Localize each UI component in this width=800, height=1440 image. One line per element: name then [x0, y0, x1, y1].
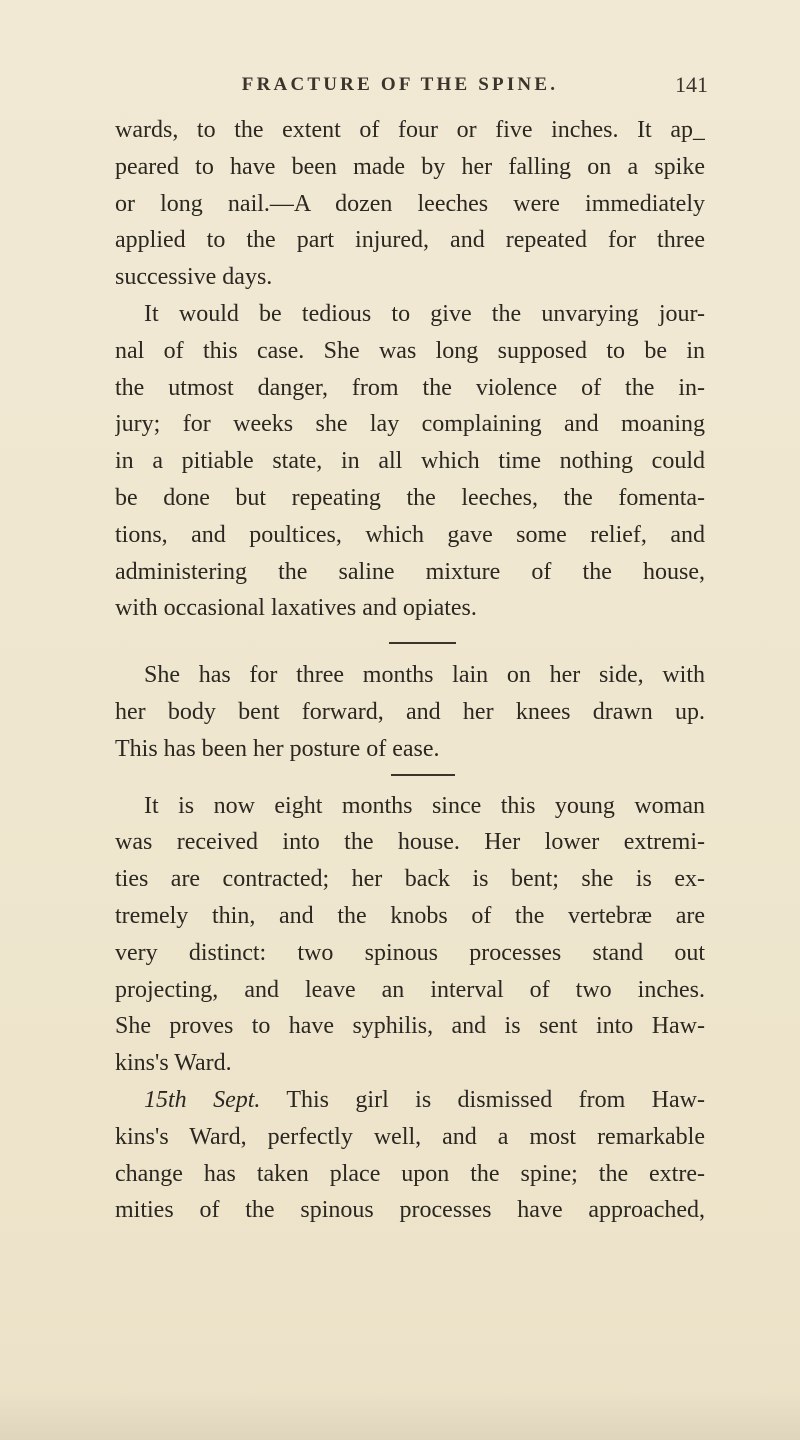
text-line: tremely thin, and the knobs of the vertebræ are — [115, 902, 705, 929]
text-line: jury; for weeks she lay complaining and moaning — [115, 411, 705, 438]
text-line: peared to have been made by her falling on a spike — [115, 153, 705, 180]
body-text — [115, 112, 705, 1229]
section-divider — [115, 627, 705, 657]
text-line: wards, to the extent of four or five inches. It ap_ — [115, 117, 705, 143]
section-divider — [115, 768, 705, 788]
text-line: change has taken place upon the spine; the extre- — [115, 1160, 705, 1187]
text-line: in a pitiable state, in all which time nothing could — [115, 448, 705, 475]
entry-date: 15th Sept. — [144, 1086, 261, 1113]
text-line-dated — [115, 1082, 705, 1119]
text-fragment: This girl is dismissed from Haw- — [260, 1086, 705, 1113]
text-line: This has been her posture of ease. — [115, 735, 440, 762]
divider-rule — [389, 642, 456, 644]
text-line: ties are contracted; her back is bent; she is ex- — [115, 866, 705, 893]
text-line: was received into the house. Her lower extremi- — [115, 829, 705, 856]
text-line: It is now eight months since this young woman — [144, 792, 705, 819]
running-title: FRACTURE OF THE SPINE. — [241, 74, 559, 95]
text-line: tions, and poultices, which gave some relief, and — [115, 521, 705, 548]
text-line: She has for three months lain on her side, with — [144, 662, 705, 689]
page-number: 141 — [675, 72, 708, 97]
text-line: the utmost danger, from the violence of the in- — [115, 374, 705, 401]
text-line: projecting, and leave an interval of two inches. — [115, 976, 705, 1003]
text-line: kins's Ward. — [115, 1050, 232, 1077]
text-line: administering the saline mixture of the house, — [115, 558, 705, 585]
text-line: very distinct: two spinous processes stand out — [115, 939, 705, 966]
text-line: kins's Ward, perfectly well, and a most remarkable — [115, 1123, 705, 1150]
divider-rule — [391, 774, 455, 776]
text-line: applied to the part injured, and repeated for three — [115, 227, 705, 254]
text-line: She proves to have syphilis, and is sent into Haw- — [115, 1013, 705, 1040]
text-line: be done but repeating the leeches, the fomenta- — [115, 484, 705, 511]
text-line: with occasional laxatives and opiates. — [115, 595, 477, 622]
text-line: or long nail.—A dozen leeches were immediately — [115, 190, 705, 217]
text-line: It would be tedious to give the unvarying jour- — [144, 300, 705, 327]
running-head — [0, 64, 800, 104]
text-line: mities of the spinous processes have approached, — [115, 1197, 705, 1224]
page-edge-shading — [0, 1388, 800, 1440]
text-line: successive days. — [115, 264, 273, 291]
text-line: her body bent forward, and her knees drawn up. — [115, 698, 705, 725]
text-line: nal of this case. She was long supposed to be in — [115, 337, 705, 364]
